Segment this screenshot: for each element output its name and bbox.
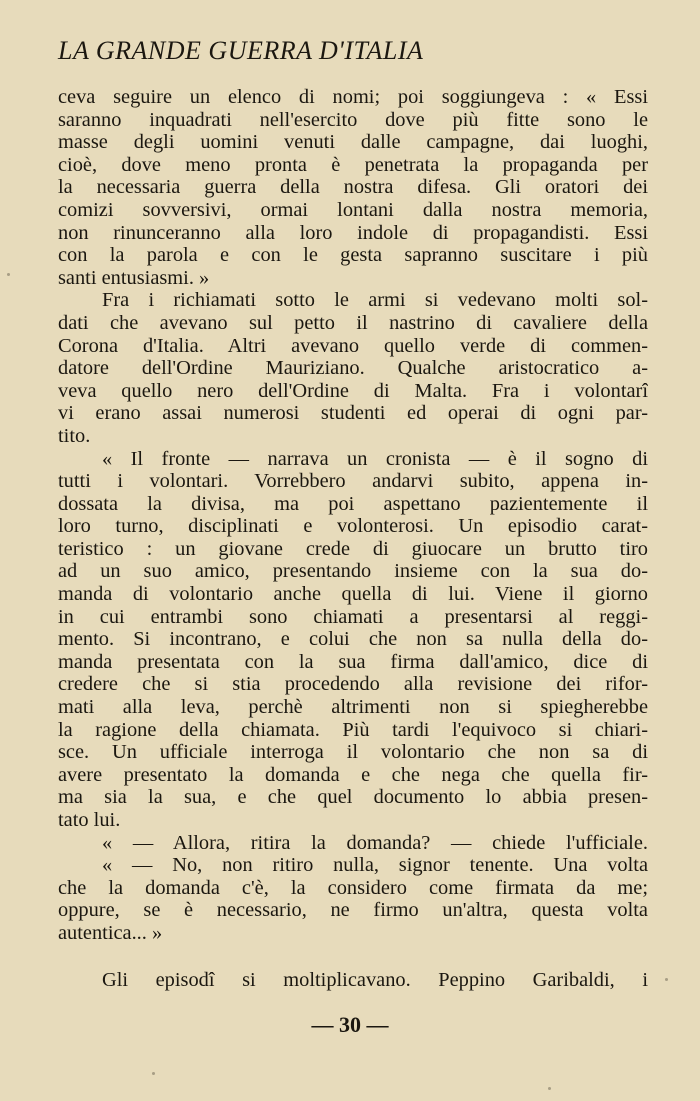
text-line: teristico : un giovane crede di giuocare un brutto tiro xyxy=(58,537,648,560)
paper-speck xyxy=(665,978,668,981)
running-title: LA GRANDE GUERRA D'ITALIA xyxy=(58,36,424,65)
text-line: Corona d'Italia. Altri avevano quello verde di commen- xyxy=(58,334,648,357)
text-line: masse degli uomini venuti dalle campagne, dai luoghi, xyxy=(58,131,648,154)
text-line: con la parola e con le gesta sapranno suscitare i più xyxy=(58,244,648,267)
text-line: ma sia la sua, e che quel documento lo abbia presen- xyxy=(58,786,648,809)
text-line: cioè, dove meno pronta è penetrata la propaganda per xyxy=(58,153,648,176)
text-line: credere che si stia procedendo alla revisione dei rifor- xyxy=(58,673,648,696)
text-line: mento. Si incontrano, e colui che non sa nulla della do- xyxy=(58,628,648,651)
paper-speck xyxy=(548,1087,551,1090)
text-line: la ragione della chiamata. Più tardi l'equivoco si chiari- xyxy=(58,718,648,741)
text-line: ad un suo amico, presentando insieme con la sua do- xyxy=(58,560,648,583)
text-line: sce. Un ufficiale interroga il volontario che non sa di xyxy=(58,741,648,764)
text-line: dati che avevano sul petto il nastrino di cavaliere della xyxy=(58,311,648,334)
text-line: autentica... » xyxy=(58,921,163,944)
text-line: datore dell'Ordine Mauriziano. Qualche aristocratico a- xyxy=(58,357,648,380)
text-line: tato lui. xyxy=(58,809,121,831)
text-line: la necessaria guerra della nostra difesa. Gli oratori dei xyxy=(58,176,648,199)
text-line: comizi sovversivi, ormai lontani dalla nostra memoria, xyxy=(58,198,648,221)
text-line: dossata la divisa, ma poi aspettano pazientemente il xyxy=(58,492,648,515)
text-line: Fra i richiamati sotto le armi si vedevano molti sol- xyxy=(102,289,648,312)
text-line: saranno inquadrati nell'esercito dove più fitte sono le xyxy=(58,108,648,131)
text-line: santi entusiasmi. » xyxy=(58,266,210,289)
text-line: « — No, non ritiro nulla, signor tenente. Una volta xyxy=(102,854,648,877)
text-line: mati alla leva, perchè altrimenti non si spiegherebbe xyxy=(58,696,648,719)
page-number: — 30 — xyxy=(311,1012,389,1037)
text-line: oppure, se è necessario, ne firmo un'altra, questa volta xyxy=(58,899,648,922)
text-line: avere presentato la domanda e che nega che quella fir- xyxy=(58,763,648,786)
text-line: in cui entrambi sono chiamati a presentarsi al reggi- xyxy=(58,605,648,628)
paper-speck xyxy=(152,1072,155,1075)
paper-speck xyxy=(7,273,10,276)
text-line: che la domanda c'è, la considero come firmata da me; xyxy=(58,876,648,899)
text-line: tito. xyxy=(58,424,91,447)
text-line: manda di volontario anche quella di lui. Viene il giorno xyxy=(58,583,648,606)
text-line: vi erano assai numerosi studenti ed operai di ogni par- xyxy=(58,402,648,425)
text-line: ceva seguire un elenco di nomi; poi soggiungeva : « Essi xyxy=(58,86,648,108)
text-line: tutti i volontari. Vorrebbero andarvi subito, appena in- xyxy=(58,470,648,493)
text-line: non rinunceranno alla loro indole di propagandisti. Essi xyxy=(58,221,648,244)
body-text xyxy=(58,86,648,991)
text-line: Gli episodî si moltiplicavano. Peppino Garibaldi, i xyxy=(102,968,648,991)
text-line: « Il fronte — narrava un cronista — è il sogno di xyxy=(102,447,648,470)
paragraph-gap xyxy=(58,945,648,969)
text-line: veva quello nero dell'Ordine di Malta. Fra i volontarî xyxy=(58,379,648,402)
text-line: loro turno, disciplinati e volonterosi. Un episodio carat- xyxy=(58,515,648,538)
text-line: manda presentata con la sua firma dall'amico, dice di xyxy=(58,650,648,673)
text-line: « — Allora, ritira la domanda? — chiede l'ufficiale. xyxy=(102,831,648,854)
